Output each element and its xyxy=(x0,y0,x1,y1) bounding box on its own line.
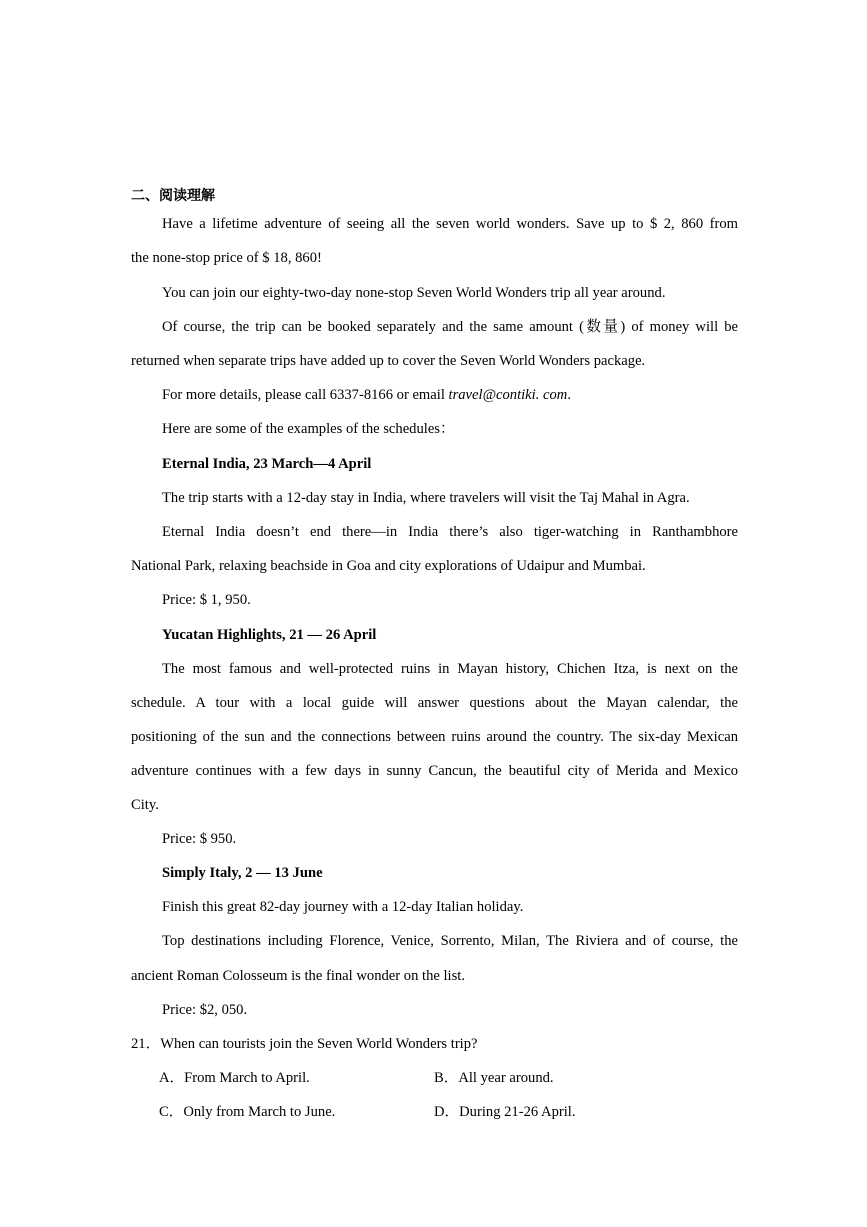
option-letter: C． xyxy=(159,1104,184,1120)
option-letter: A． xyxy=(159,1070,185,1086)
trip-body-line: City. xyxy=(131,797,159,813)
contact-line xyxy=(162,385,738,405)
option-text: During 21-26 April. xyxy=(459,1104,576,1120)
contact-suffix: . xyxy=(567,387,571,403)
contact-prefix: For more details, please call 6337-8166 or email xyxy=(162,387,449,403)
trip-body-line: Eternal India doesn’t end there—in India there’s also tiger-watching in Ranthambhore xyxy=(162,524,738,540)
trip-heading: Yucatan Highlights, 21 — 26 April xyxy=(162,627,377,643)
trip-body-line: The trip starts with a 12-day stay in India, where travelers will visit the Taj Mahal in Agra. xyxy=(162,490,690,506)
option-text: All year around. xyxy=(458,1070,554,1086)
intro-paragraph-line: You can join our eighty-two-day none-stop Seven World Wonders trip all year around. xyxy=(162,285,666,301)
trip-body-line: schedule. A tour with a local guide will answer questions about the Mayan calendar, the xyxy=(131,695,738,711)
trip-heading: Simply Italy, 2 — 13 June xyxy=(162,865,323,881)
trip-price: Price: $2, 050. xyxy=(162,1002,248,1018)
trip-body-line: The most famous and well-protected ruins in Mayan history, Chichen Itza, is next on the xyxy=(162,661,738,677)
trip-body-line: Top destinations including Florence, Venice, Sorrento, Milan, The Riviera and of course, the xyxy=(162,933,738,949)
examples-intro: Here are some of the examples of the schedules： xyxy=(162,421,455,437)
trip-body-line: ancient Roman Colosseum is the final wonder on the list. xyxy=(131,968,465,984)
option-text: Only from March to June. xyxy=(183,1104,336,1120)
section-title: 二、阅读理解 xyxy=(131,188,215,204)
trip-body-line: positioning of the sun and the connections between ruins around the country. The six-day Mexican xyxy=(131,729,738,745)
trip-heading: Eternal India, 23 March—4 April xyxy=(162,456,372,472)
trip-body-line: Finish this great 82-day journey with a 12-day Italian holiday. xyxy=(162,899,524,915)
option-letter: D． xyxy=(434,1104,460,1120)
trip-price: Price: $ 1, 950. xyxy=(162,592,251,608)
question-text: When can tourists join the Seven World Wonders trip? xyxy=(160,1036,478,1052)
contact-email: travel@contiki. com xyxy=(448,387,568,403)
intro-paragraph-line: returned when separate trips have added up to cover the Seven World Wonders package. xyxy=(131,353,646,369)
question-21 xyxy=(131,1034,738,1054)
question-number: 21． xyxy=(131,1036,161,1052)
option-a[interactable] xyxy=(159,1068,310,1088)
option-b[interactable] xyxy=(434,1068,554,1088)
option-c[interactable] xyxy=(159,1102,335,1122)
option-d[interactable] xyxy=(434,1102,575,1122)
trip-body-line: adventure continues with a few days in sunny Cancun, the beautiful city of Merida and Mexico xyxy=(131,763,738,779)
trip-body-line: National Park, relaxing beachside in Goa and city explorations of Udaipur and Mumbai. xyxy=(131,558,646,574)
intro-paragraph-line: the none-stop price of $ 18, 860! xyxy=(131,250,322,266)
intro-paragraph-line: Have a lifetime adventure of seeing all the seven world wonders. Save up to $ 2, 860 from xyxy=(162,216,738,232)
option-text: From March to April. xyxy=(184,1070,310,1086)
intro-paragraph-line: Of course, the trip can be booked separately and the same amount (数量) of money will be xyxy=(162,319,738,335)
trip-price: Price: $ 950. xyxy=(162,831,237,847)
option-letter: B． xyxy=(434,1070,459,1086)
